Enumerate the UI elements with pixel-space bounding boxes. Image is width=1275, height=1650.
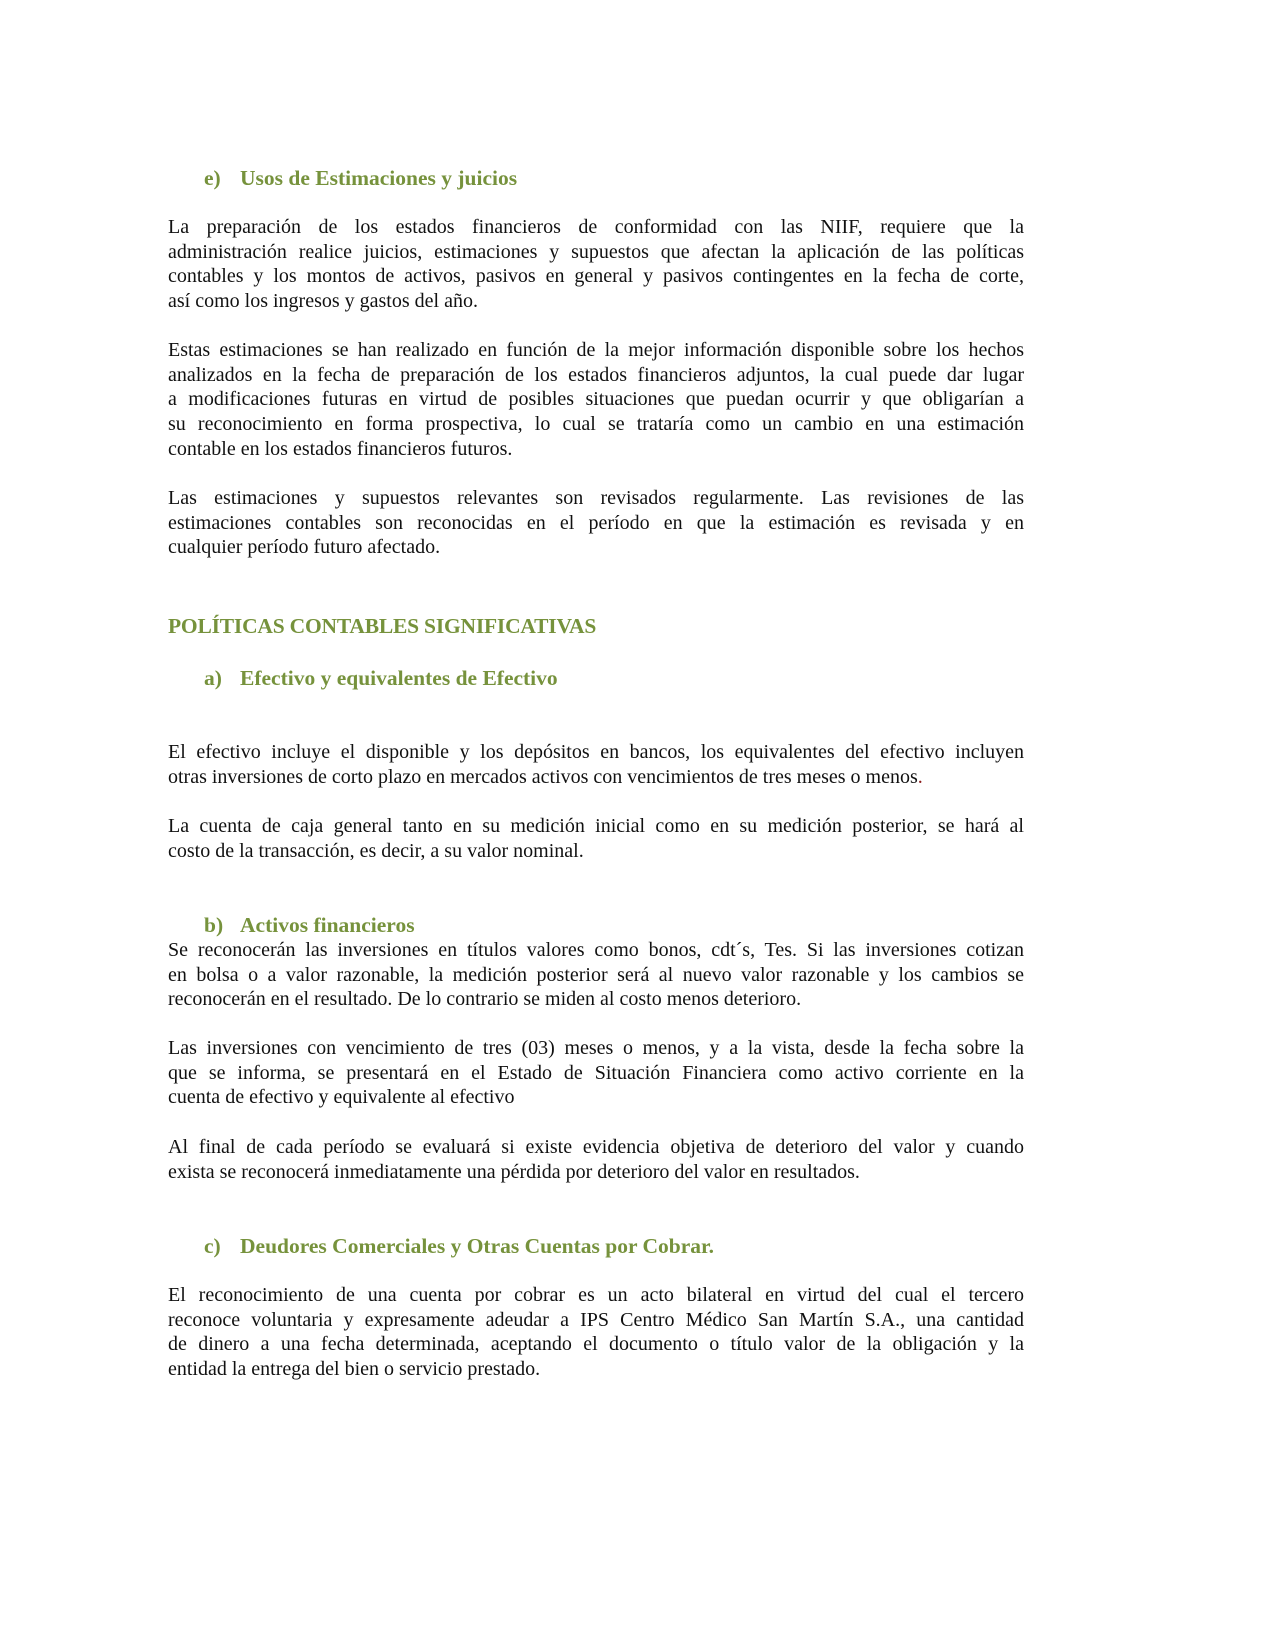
- heading-title: Activos financieros: [240, 913, 415, 937]
- text-line: exista se reconocerá inmediatamente una pérdida por deterioro del valor en resultados.: [168, 1160, 860, 1183]
- text-line: Se reconocerán las inversiones en títulos valores como bonos, cdt´s, Tes. Si las inversiones cotizan: [168, 939, 1024, 961]
- text-line: así como los ingresos y gastos del año.: [168, 290, 478, 313]
- section-heading-b: [204, 911, 415, 939]
- paragraph-e-3: [168, 486, 1024, 560]
- text-line: Estas estimaciones se han realizado en función de la mejor información disponible sobre los hechos: [168, 339, 1024, 361]
- text-line: El efectivo incluye el disponible y los depósitos en bancos, los equivalentes del efectivo incluyen: [168, 741, 1024, 763]
- text-line: administración realice juicios, estimaciones y supuestos que afectan la aplicación de las políticas: [168, 240, 1024, 263]
- section-heading-a: [204, 664, 558, 692]
- text-line: La cuenta de caja general tanto en su medición inicial como en su medición posterior, se hará al: [168, 815, 1024, 837]
- heading-title: Usos de Estimaciones y juicios: [240, 166, 518, 190]
- policies-section-title: POLÍTICAS CONTABLES SIGNIFICATIVAS: [168, 614, 597, 638]
- section-heading-c: [204, 1232, 714, 1260]
- text-line: analizados en la fecha de preparación de los estados financieros adjuntos, la cual puede dar lugar: [168, 363, 1024, 386]
- paragraph-b-1: [168, 938, 1024, 1012]
- text-line: costo de la transacción, es decir, a su valor nominal.: [168, 839, 584, 862]
- paragraph-b-2: [168, 1036, 1024, 1110]
- text-line: Las estimaciones y supuestos relevantes son revisados regularmente. Las revisiones de las: [168, 487, 1024, 509]
- paragraph-a-2: [168, 814, 1024, 863]
- text-line: [168, 765, 1024, 790]
- paragraph-c-1: [168, 1283, 1024, 1382]
- text-line-content: otras inversiones de corto plazo en mercados activos con vencimientos de tres meses o menos: [168, 765, 918, 788]
- paragraph-e-1: [168, 215, 1024, 314]
- text-line: Las inversiones con vencimiento de tres (03) meses o menos, y a la vista, desde la fecha sobre la: [168, 1037, 1024, 1059]
- text-line: su reconocimiento en forma prospectiva, lo cual se trataría como un cambio en una estimación: [168, 413, 1024, 436]
- text-line: contables y los montos de activos, pasivos en general y pasivos contingentes en la fecha de corte,: [168, 265, 1024, 288]
- heading-marker: e): [204, 166, 221, 190]
- heading-title: Deudores Comerciales y Otras Cuentas por Cobrar.: [240, 1234, 714, 1258]
- heading-marker: c): [204, 1234, 221, 1258]
- paragraph-b-3: [168, 1135, 1024, 1184]
- heading-marker: a): [204, 666, 222, 690]
- text-line: reconoce voluntaria y expresamente adeudar a IPS Centro Médico San Martín S.A., una cantidad: [168, 1308, 1024, 1331]
- paragraph-e-2: [168, 338, 1024, 461]
- text-line: estimaciones contables son reconocidas en el período en que la estimación es revisada y en: [168, 511, 1024, 534]
- heading-title: Efectivo y equivalentes de Efectivo: [240, 666, 558, 690]
- text-line: El reconocimiento de una cuenta por cobrar es un acto bilateral en virtud del cual el tercero: [168, 1284, 1024, 1306]
- trailing-period: .: [917, 765, 923, 788]
- text-line: de dinero a una fecha determinada, aceptando el documento o título valor de la obligación y la: [168, 1333, 1024, 1356]
- text-line: contable en los estados financieros futuros.: [168, 437, 513, 460]
- text-line: Al final de cada período se evaluará si existe evidencia objetiva de deterioro del valor y cuando: [168, 1136, 1024, 1158]
- section-heading-e: [204, 164, 517, 192]
- text-line: a modificaciones futuras en virtud de posibles situaciones que puedan ocurrir y que obligarían a: [168, 388, 1024, 411]
- text-line: que se informa, se presentará en el Estado de Situación Financiera como activo corriente en la: [168, 1061, 1024, 1084]
- text-line: La preparación de los estados financieros de conformidad con las NIIF, requiere que la: [168, 216, 1024, 238]
- text-line: cualquier período futuro afectado.: [168, 536, 441, 559]
- paragraph-a-1: [168, 740, 1024, 789]
- text-line: reconocerán en el resultado. De lo contrario se miden al costo menos deterioro.: [168, 988, 802, 1011]
- text-line: entidad la entrega del bien o servicio prestado.: [168, 1358, 541, 1381]
- text-line: cuenta de efectivo y equivalente al efectivo: [168, 1086, 515, 1109]
- text-line: en bolsa o a valor razonable, la medición posterior será al nuevo valor razonable y los cambios se: [168, 963, 1024, 986]
- heading-marker: b): [204, 913, 224, 937]
